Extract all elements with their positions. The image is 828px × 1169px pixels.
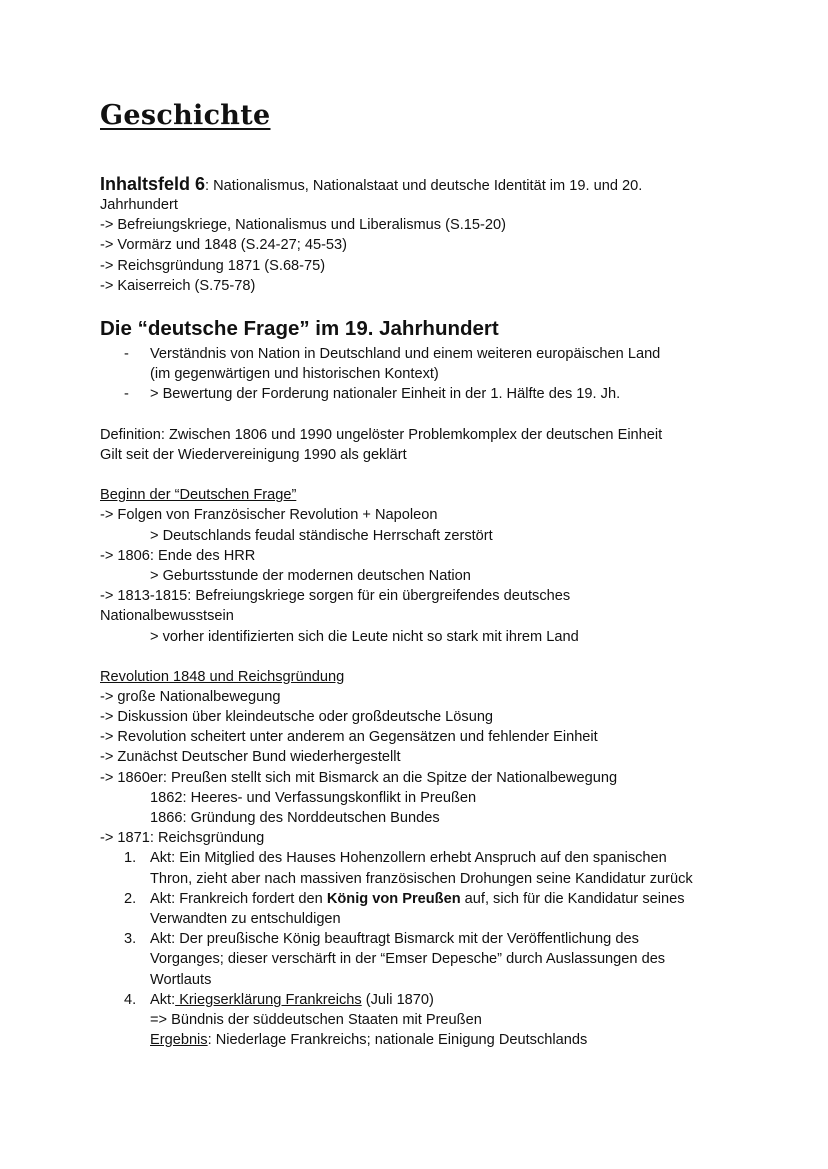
ergebnis-text: : Niederlage Frankreichs; nationale Einigung Deutschlands — [207, 1032, 588, 1048]
definition-line: Definition: Zwischen 1806 und 1990 ungelöster Problemkomplex der deutschen Einheit — [100, 427, 663, 443]
inhaltsfeld-line — [100, 174, 642, 194]
inhaltsfeld-label: Inhaltsfeld 6 — [100, 174, 206, 194]
note-line: -> Folgen von Französischer Revolution + Napoleon — [100, 507, 438, 523]
list-number: 1. — [124, 850, 137, 866]
akt-underlined-text: Kriegserklärung Frankreichs — [175, 992, 362, 1008]
note-line: -> Revolution scheitert unter anderem an Gegensätzen und fehlender Einheit — [100, 729, 598, 745]
note-line: > Deutschlands feudal ständische Herrschaft zerstört — [150, 528, 493, 544]
note-line: 1862: Heeres- und Verfassungskonflikt in Preußen — [150, 790, 477, 806]
ergebnis-line — [150, 1030, 587, 1050]
subheading-revolution: Revolution 1848 und Reichsgründung — [100, 669, 345, 685]
akt-bold-text: König von Preußen — [326, 891, 461, 907]
bullet-dash: - — [124, 346, 129, 362]
definition-line: Gilt seit der Wiedervereinigung 1990 als geklärt — [100, 447, 407, 463]
bullet-item-cont: (im gegenwärtigen und historischen Kontext) — [150, 366, 439, 382]
inhaltsfeld-cont: Jahrhundert — [100, 197, 178, 213]
note-line: -> 1860er: Preußen stellt sich mit Bismarck an die Spitze der Nationalbewegung — [100, 770, 618, 786]
note-line: > Geburtsstunde der modernen deutschen Nation — [150, 568, 471, 584]
document-title: Geschichte — [100, 100, 271, 131]
bullet-item: > Bewertung der Forderung nationaler Einheit in der 1. Hälfte des 19. Jh. — [150, 386, 621, 402]
note-line: 1866: Gründung des Norddeutschen Bundes — [150, 810, 440, 826]
bullet-item: Verständnis von Nation in Deutschland und einem weiteren europäischen Land — [150, 346, 661, 362]
note-line: -> 1871: Reichsgründung — [100, 830, 265, 846]
akt-line: Wortlauts — [150, 972, 212, 988]
ergebnis-label: Ergebnis — [150, 1032, 208, 1048]
akt-line: Thron, zieht aber nach massiven französischen Drohungen seine Kandidatur zurück — [150, 871, 693, 887]
topic-item: -> Befreiungskriege, Nationalismus und Liberalismus (S.15-20) — [100, 217, 506, 233]
akt-line: Verwandten zu entschuldigen — [150, 911, 341, 927]
akt-line — [150, 990, 434, 1010]
akt-text: Akt: Frankreich fordert den — [150, 891, 327, 907]
akt-text: auf, sich für die Kandidatur seines — [460, 891, 685, 907]
topic-item: -> Kaiserreich (S.75-78) — [100, 278, 256, 294]
topic-item: -> Vormärz und 1848 (S.24-27; 45-53) — [100, 237, 348, 253]
note-line: -> Zunächst Deutscher Bund wiederhergestellt — [100, 749, 401, 765]
list-number: 2. — [124, 891, 137, 907]
note-line: -> 1813-1815: Befreiungskriege sorgen für ein übergreifendes deutsches — [100, 588, 571, 604]
section-heading: Die “deutsche Frage” im 19. Jahrhundert — [100, 317, 499, 340]
bullet-dash: - — [124, 386, 129, 402]
inhaltsfeld-text: : Nationalismus, Nationalstaat und deutsche Identität im 19. und 20. — [205, 178, 643, 194]
akt-text: Akt: — [150, 992, 176, 1008]
akt-line: Vorganges; dieser verschärft in der “Emser Depesche” durch Auslassungen des — [150, 951, 666, 967]
note-line: > vorher identifizierten sich die Leute nicht so stark mit ihrem Land — [150, 629, 579, 645]
note-line: -> große Nationalbewegung — [100, 689, 281, 705]
akt-line — [150, 889, 685, 909]
akt-text: (Juli 1870) — [361, 992, 434, 1008]
note-line: -> Diskussion über kleindeutsche oder großdeutsche Lösung — [100, 709, 494, 725]
akt-line: => Bündnis der süddeutschen Staaten mit Preußen — [150, 1012, 482, 1028]
list-number: 3. — [124, 931, 137, 947]
note-line: -> 1806: Ende des HRR — [100, 548, 256, 564]
akt-line: Akt: Ein Mitglied des Hauses Hohenzollern erhebt Anspruch auf den spanischen — [150, 850, 667, 866]
subheading-beginn: Beginn der “Deutschen Frage” — [100, 487, 297, 503]
topic-item: -> Reichsgründung 1871 (S.68-75) — [100, 258, 326, 274]
note-line: Nationalbewusstsein — [100, 608, 234, 624]
akt-line: Akt: Der preußische König beauftragt Bismarck mit der Veröffentlichung des — [150, 931, 639, 947]
list-number: 4. — [124, 992, 137, 1008]
